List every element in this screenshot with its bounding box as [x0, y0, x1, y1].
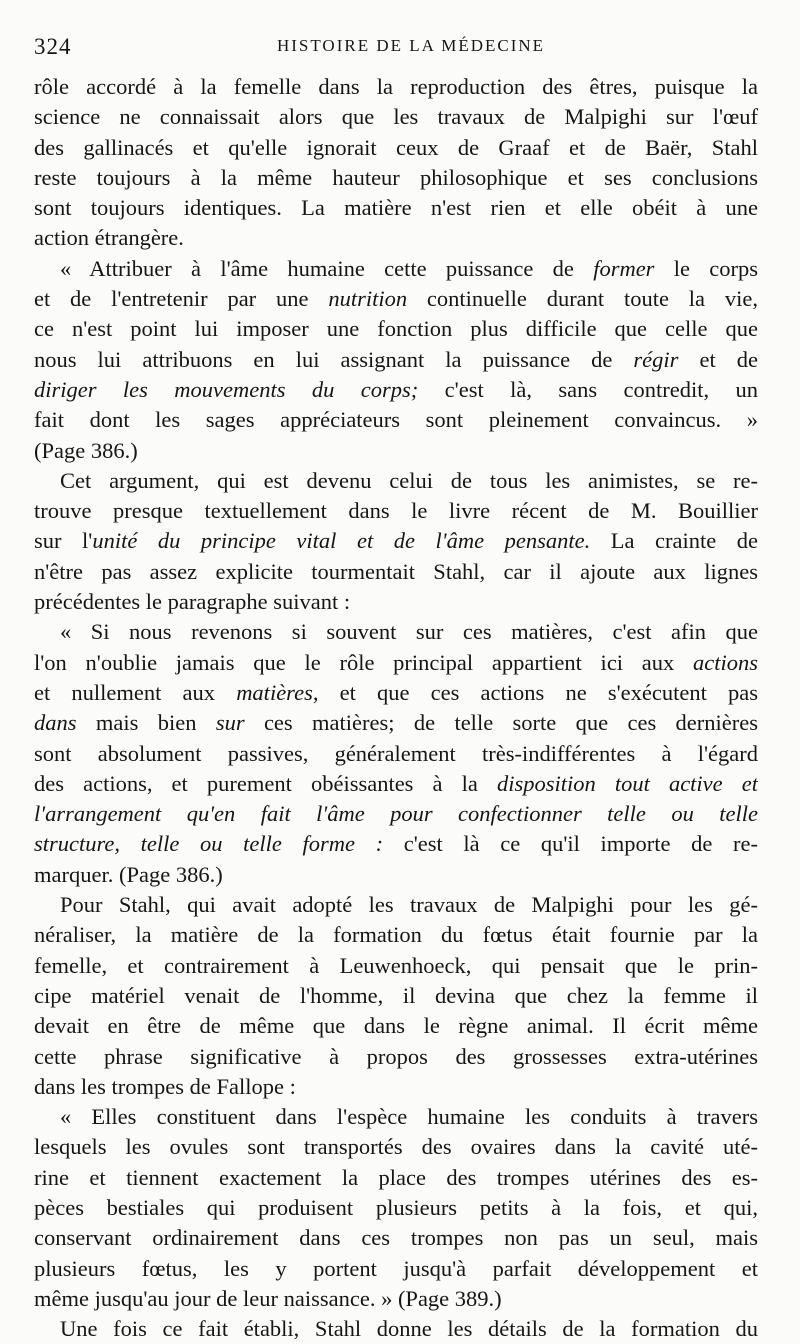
- text-line: [34, 163, 758, 193]
- text-line: [34, 102, 758, 132]
- text-line: [34, 617, 758, 647]
- text-line: [34, 557, 758, 587]
- text-segment: lesquels les ovules sont transportés des ovaires dans la cavité uté-: [34, 1134, 758, 1160]
- text-segment: rine et tiennent exactement la place des trompes utérines des es-: [34, 1164, 758, 1190]
- italic-text: disposition tout active et: [496, 770, 758, 796]
- text-segment: reste toujours à la même hauteur philosophique et ses conclusions: [34, 164, 758, 190]
- text-segment: des actions, et purement obéissantes à la: [34, 770, 497, 796]
- text-segment: plusieurs fœtus, les y portent jusqu'à parfait développement et: [34, 1255, 758, 1281]
- italic-text: dans: [34, 710, 77, 736]
- text-line: [34, 648, 758, 678]
- text-segment: Cet argument, qui est devenu celui de tous les animistes, se re-: [60, 467, 758, 493]
- text-segment: fait dont les sages appréciateurs sont pleinement convaincus. »: [34, 407, 758, 433]
- text-segment: trouve presque textuellement dans le livre récent de M. Bouillier: [34, 498, 758, 524]
- text-segment: cipe matériel venait de l'homme, il devina que chez la femme il: [34, 982, 758, 1008]
- text-segment: et de l'entretenir par une: [34, 286, 329, 312]
- body-text: [34, 72, 758, 1344]
- text-segment: femelle, et contrairement à Leuwenhoeck, qui pensait que le prin-: [34, 952, 758, 978]
- text-segment: ce n'est point lui imposer une fonction plus difficile que celle que: [34, 316, 758, 342]
- text-line: [34, 345, 758, 375]
- text-line: [34, 860, 758, 890]
- text-segment: cette phrase significative à propos des grossesses extra-utérines: [34, 1043, 758, 1069]
- text-line: [34, 1284, 758, 1314]
- text-line: [34, 799, 758, 829]
- page-number: 324: [34, 34, 72, 59]
- text-segment: action étrangère.: [34, 225, 184, 251]
- italic-text: régir: [633, 346, 679, 372]
- italic-text: l'arrangement qu'en fait l'âme pour confectionner telle ou telle: [34, 801, 758, 827]
- text-segment: sur l': [34, 528, 93, 554]
- text-line: [34, 375, 758, 405]
- text-segment: sont absolument passives, généralement très-indifférentes à l'égard: [34, 740, 758, 766]
- text-line: [34, 829, 758, 859]
- text-line: [34, 1223, 758, 1253]
- text-line: [34, 951, 758, 981]
- text-line: [34, 890, 758, 920]
- text-line: [34, 1102, 758, 1132]
- italic-text: actions: [693, 649, 758, 675]
- text-segment: , et que ces actions ne s'exécutent pas: [312, 679, 758, 705]
- text-line: [34, 1314, 758, 1344]
- text-segment: continuelle durant toute la vie,: [407, 286, 758, 312]
- italic-text: structure, telle ou telle forme :: [34, 831, 384, 857]
- text-segment: c'est là ce qu'il importe de re-: [383, 831, 758, 857]
- italic-text: sur: [215, 710, 245, 736]
- text-line: [34, 284, 758, 314]
- text-segment: le corps: [654, 255, 758, 281]
- running-title: HISTOIRE DE LA MÉDECINE: [276, 36, 546, 55]
- text-segment: sont toujours identiques. La matière n'est rien et elle obéit à une: [34, 195, 758, 221]
- text-segment: l'on n'oublie jamais que le rôle principal appartient ici aux: [34, 649, 693, 675]
- text-line: [34, 1193, 758, 1223]
- text-line: [34, 254, 758, 284]
- text-segment: « Si nous revenons si souvent sur ces matières, c'est afin que: [60, 619, 758, 645]
- text-line: [34, 466, 758, 496]
- text-line: [34, 1011, 758, 1041]
- text-segment: et nullement aux: [34, 679, 237, 705]
- text-line: [34, 405, 758, 435]
- text-segment: pèces bestiales qui produisent plusieurs petits à la fois, et qui,: [34, 1194, 758, 1220]
- text-segment: mais bien: [76, 710, 216, 736]
- text-line: [34, 587, 758, 617]
- text-segment: Une fois ce fait établi, Stahl donne les détails de la formation du: [60, 1316, 758, 1342]
- text-segment: devait en être de même que dans le règne animal. Il écrit même: [34, 1013, 758, 1039]
- text-line: [34, 920, 758, 950]
- text-line: [34, 1163, 758, 1193]
- text-segment: « Elles constituent dans l'espèce humaine les conduits à travers: [60, 1104, 758, 1130]
- text-line: [34, 314, 758, 344]
- text-line: [34, 769, 758, 799]
- text-segment: dans les trompes de Fallope :: [34, 1073, 296, 1099]
- text-line: [34, 496, 758, 526]
- text-segment: La crainte de: [590, 528, 758, 554]
- text-segment: et de: [678, 346, 758, 372]
- italic-text: diriger les mouvements du corps;: [34, 376, 419, 402]
- italic-text: unité du principe vital et de l'âme pensante.: [92, 528, 591, 554]
- text-line: [34, 223, 758, 253]
- text-line: [34, 708, 758, 738]
- text-segment: rôle accordé à la femelle dans la reproduction des êtres, puisque la: [34, 74, 758, 99]
- text-line: [34, 436, 758, 466]
- text-segment: Pour Stahl, qui avait adopté les travaux de Malpighi pour les gé-: [60, 892, 758, 918]
- text-segment: conservant ordinairement dans ces trompes non pas un seul, mais: [34, 1225, 758, 1251]
- text-segment: néraliser, la matière de la formation du fœtus était fournie par la: [34, 922, 758, 948]
- text-line: [34, 72, 758, 102]
- text-segment: même jusqu'au jour de leur naissance. » (Page 389.): [34, 1285, 502, 1311]
- italic-text: nutrition: [328, 286, 408, 312]
- text-line: [34, 739, 758, 769]
- text-line: [34, 193, 758, 223]
- text-segment: marquer. (Page 386.): [34, 861, 223, 887]
- text-line: [34, 1042, 758, 1072]
- text-line: [34, 1132, 758, 1162]
- text-line: [34, 133, 758, 163]
- text-line: [34, 678, 758, 708]
- text-segment: ces matières; de telle sorte que ces dernières: [244, 710, 758, 736]
- text-segment: science ne connaissait alors que les travaux de Malpighi sur l'œuf: [34, 104, 758, 130]
- page-header: [34, 30, 758, 72]
- text-segment: c'est là, sans contredit, un: [418, 376, 758, 402]
- text-line: [34, 1254, 758, 1284]
- text-segment: nous lui attribuons en lui assignant la puissance de: [34, 346, 634, 372]
- italic-text: former: [593, 255, 655, 281]
- text-segment: des gallinacés et qu'elle ignorait ceux de Graaf et de Baër, Stahl: [34, 134, 758, 160]
- text-segment: précédentes le paragraphe suivant :: [34, 589, 351, 615]
- text-line: [34, 526, 758, 556]
- text-line: [34, 981, 758, 1011]
- text-segment: n'être pas assez explicite tourmentait Stahl, car il ajoute aux lignes: [34, 558, 758, 584]
- text-segment: (Page 386.): [34, 437, 138, 463]
- italic-text: matières: [236, 679, 313, 705]
- text-segment: « Attribuer à l'âme humaine cette puissance de: [60, 255, 594, 281]
- text-line: [34, 1072, 758, 1102]
